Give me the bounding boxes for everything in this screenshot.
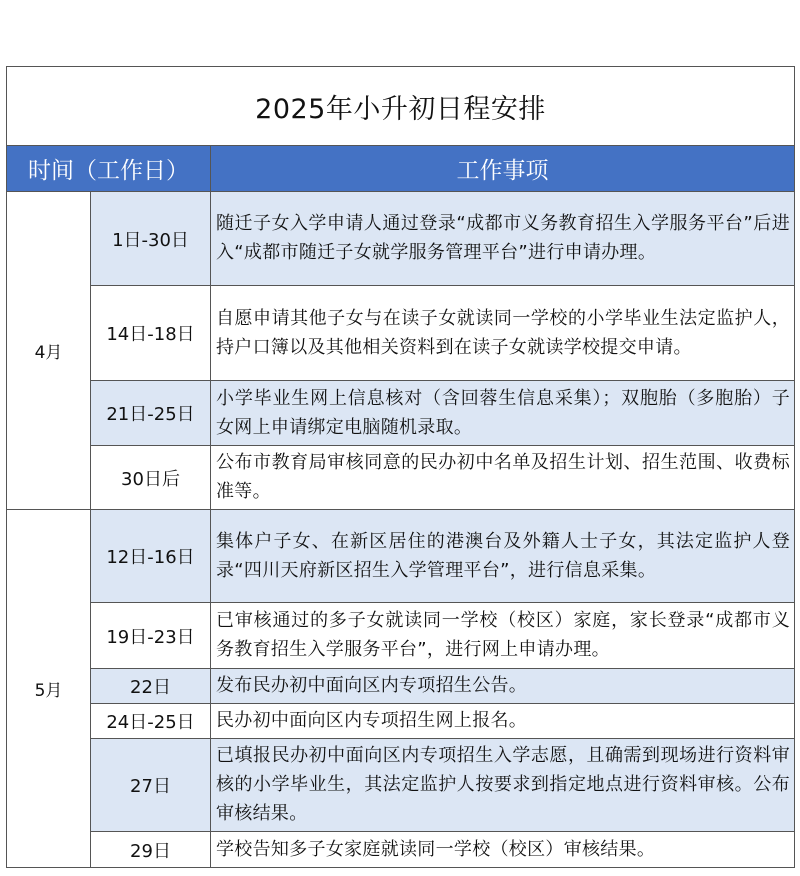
table-row xyxy=(7,286,795,381)
date-cell: 21日-25日 xyxy=(91,381,211,446)
date-cell: 27日 xyxy=(91,739,211,832)
table-row xyxy=(7,704,795,739)
date-cell: 30日后 xyxy=(91,446,211,510)
schedule-table xyxy=(6,66,795,868)
task-cell: 发布民办初中面向区内专项招生公告。 xyxy=(211,669,795,704)
date-cell: 12日-16日 xyxy=(91,510,211,603)
date-cell: 19日-23日 xyxy=(91,603,211,669)
task-cell: 学校告知多子女家庭就读同一学校（校区）审核结果。 xyxy=(211,832,795,868)
header-row xyxy=(7,146,795,192)
table-row xyxy=(7,381,795,446)
header-task: 工作事项 xyxy=(211,146,795,192)
task-cell: 集体户子女、在新区居住的港澳台及外籍人士子女，其法定监护人登录“四川天府新区招生入学管理平台”，进行信息采集。 xyxy=(211,510,795,603)
table-row xyxy=(7,446,795,510)
task-cell: 已填报民办初中面向区内专项招生入学志愿，且确需到现场进行资料审核的小学毕业生，其法定监护人按要求到指定地点进行资料审核。公布审核结果。 xyxy=(211,739,795,832)
table-row xyxy=(7,510,795,603)
task-cell: 小学毕业生网上信息核对（含回蓉生信息采集）；双胞胎（多胞胎）子女网上申请绑定电脑随机录取。 xyxy=(211,381,795,446)
table-title: 2025年小升初日程安排 xyxy=(7,67,795,146)
month-april: 4月 xyxy=(7,192,91,510)
table-row xyxy=(7,669,795,704)
task-cell: 已审核通过的多子女就读同一学校（校区）家庭，家长登录“成都市义务教育招生入学服务平台”，进行网上申请办理。 xyxy=(211,603,795,669)
task-cell: 随迁子女入学申请人通过登录“成都市义务教育招生入学服务平台”后进入“成都市随迁子女就学服务管理平台”进行申请办理。 xyxy=(211,192,795,286)
table-row xyxy=(7,192,795,286)
table-row xyxy=(7,832,795,868)
date-cell: 29日 xyxy=(91,832,211,868)
header-time: 时间（工作日） xyxy=(7,146,211,192)
date-cell: 1日-30日 xyxy=(91,192,211,286)
date-cell: 14日-18日 xyxy=(91,286,211,381)
month-may: 5月 xyxy=(7,510,91,868)
table-row xyxy=(7,739,795,832)
date-cell: 22日 xyxy=(91,669,211,704)
task-cell: 公布市教育局审核同意的民办初中名单及招生计划、招生范围、收费标准等。 xyxy=(211,446,795,510)
title-row xyxy=(7,67,795,146)
task-cell: 民办初中面向区内专项招生网上报名。 xyxy=(211,704,795,739)
date-cell: 24日-25日 xyxy=(91,704,211,739)
task-cell: 自愿申请其他子女与在读子女就读同一学校的小学毕业生法定监护人，持户口簿以及其他相关资料到在读子女就读学校提交申请。 xyxy=(211,286,795,381)
table-row xyxy=(7,603,795,669)
